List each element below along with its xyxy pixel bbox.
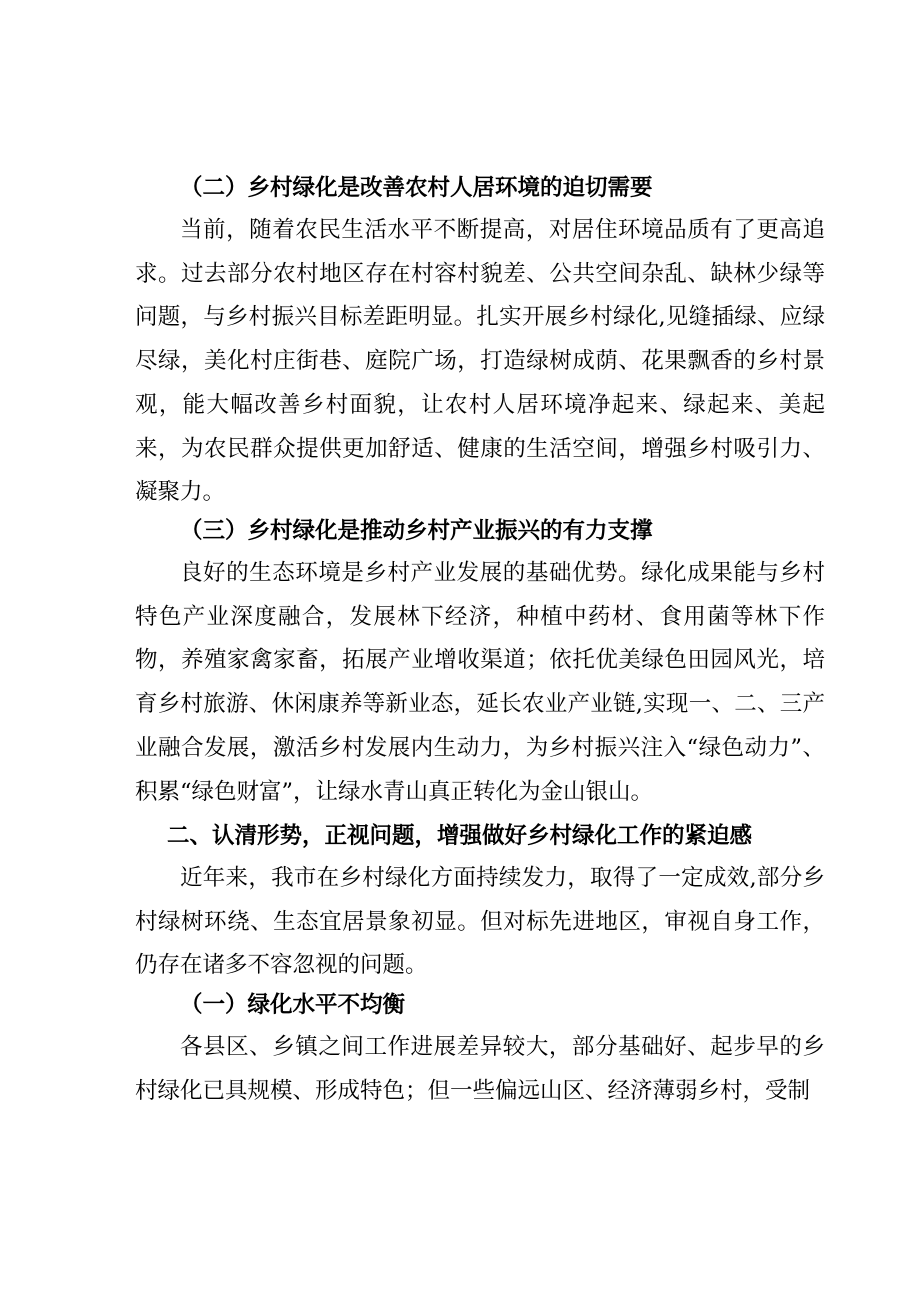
- paragraph-industry-revitalization: 良好的生态环境是乡村产业发展的基础优势。绿化成果能与乡村特色产业深度融合，发展林下经济，种植中药材、食用菌等林下作物，养殖家禽家畜，拓展产业增收渠道；依托优美绿色田园风光，培育乡村旅游、休闲康养等新业态，延长农业产业链,实现一、二、三产业融合发展，激活乡村发展内生动力，为乡村振兴注入“绿色动力”、积累“绿色财富”，让绿水青山真正转化为金山银山。: [135, 560, 825, 805]
- paragraph-current-situation: 近年来，我市在乡村绿化方面持续发力，取得了一定成效,部分乡村绿树环绕、生态宜居景象初显。但对标先进地区，审视自身工作，仍存在诸多不容忽视的问题。: [135, 865, 825, 979]
- paragraph-uneven-greening: 各县区、乡镇之间工作进展差异较大，部分基础好、起步早的乡村绿化已具规模、形成特色；但一些偏远山区、经济薄弱乡村，受制: [135, 1034, 825, 1104]
- paragraph-living-environment: 当前，随着农民生活水平不断提高，对居住环境品质有了更高追求。过去部分农村地区存在村容村貌差、公共空间杂乱、缺林少绿等问题，与乡村振兴目标差距明显。扎实开展乡村绿化,见缝插绿、应绿尽绿，美化村庄街巷、庭院广场，打造绿树成荫、花果飘香的乡村景观，能大幅改善乡村面貌，让农村人居环境净起来、绿起来、美起来，为农民群众提供更加舒适、健康的生活空间，增强乡村吸引力、凝聚力。: [135, 217, 825, 506]
- chapter-heading-2: 二、认清形势，正视问题，增强做好乡村绿化工作的紧迫感: [167, 823, 753, 849]
- subsection-heading-1: （一）绿化水平不均衡: [180, 992, 406, 1018]
- section-heading-3: （三）乡村绿化是推动乡村产业振兴的有力支撑: [180, 518, 653, 544]
- section-heading-2: （二）乡村绿化是改善农村人居环境的迫切需要: [180, 175, 653, 201]
